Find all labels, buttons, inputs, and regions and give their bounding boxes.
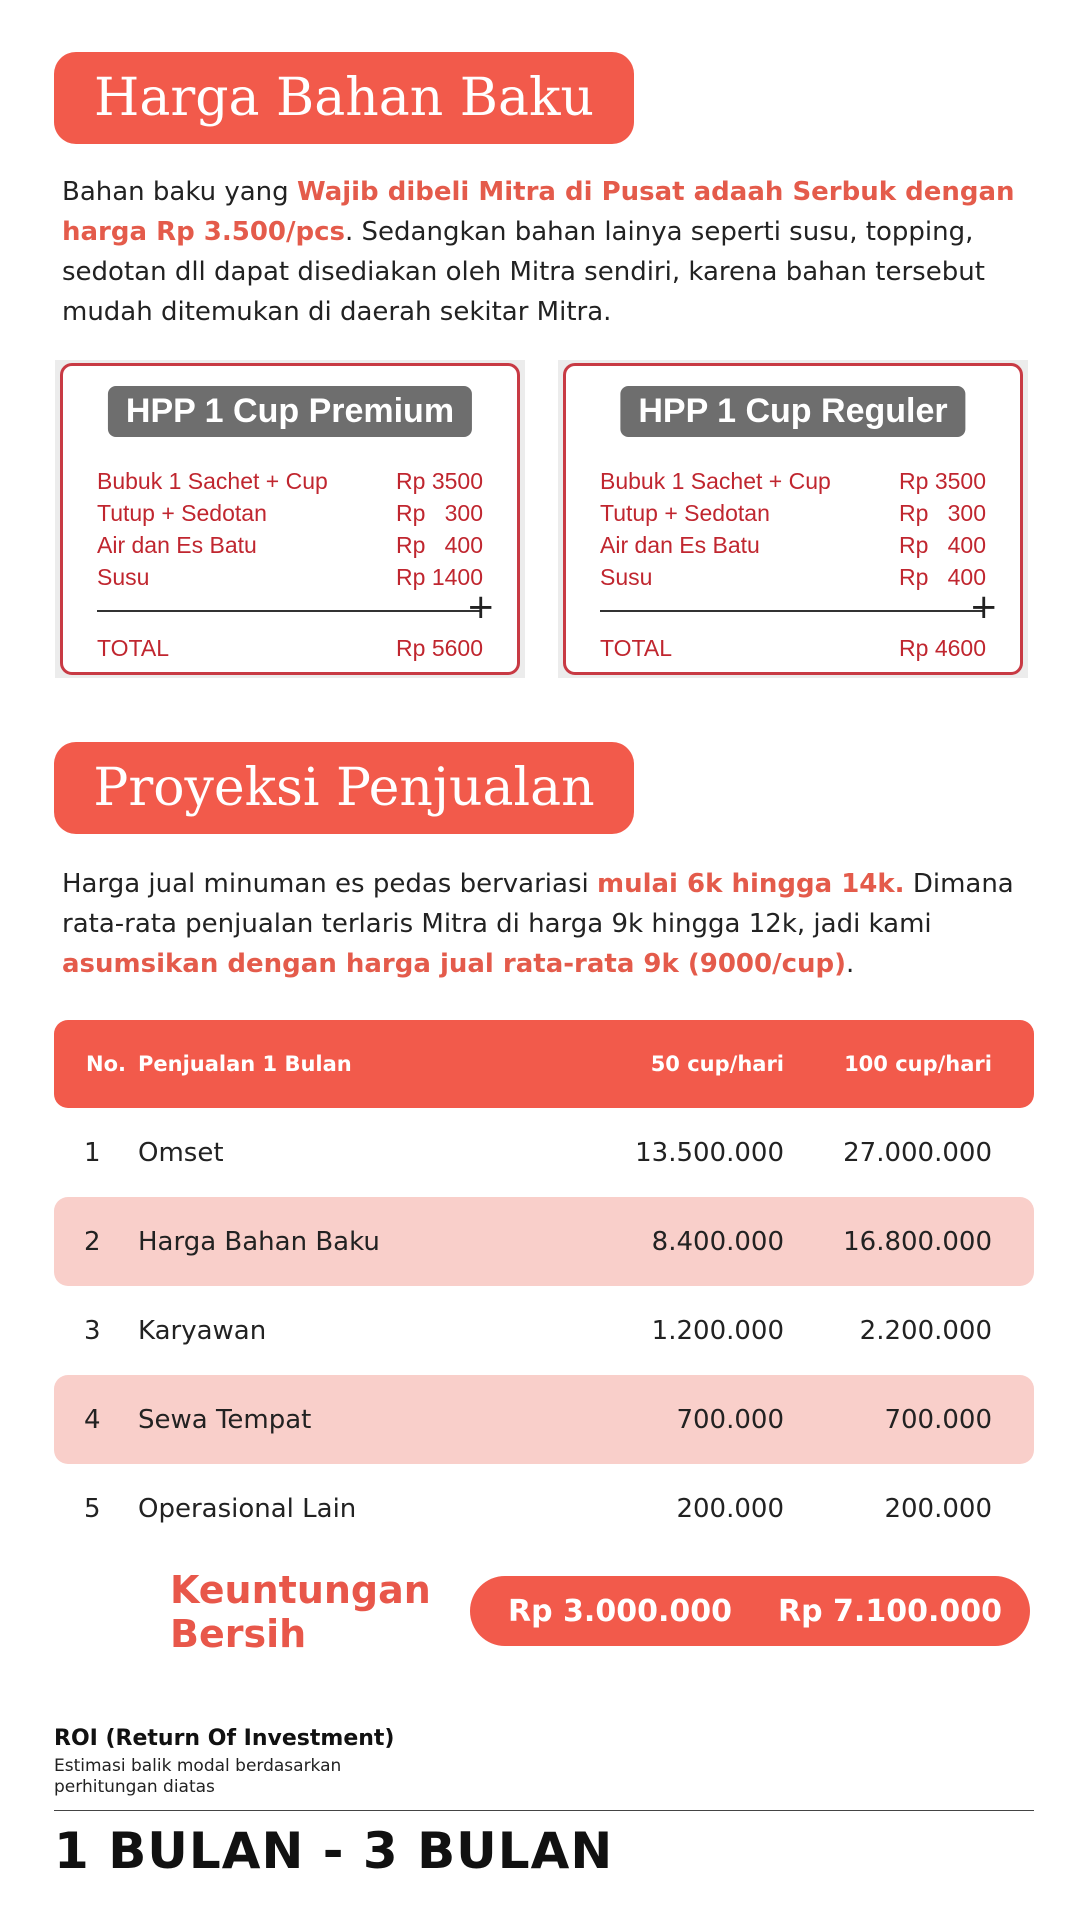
bahan-baku-paragraph bbox=[62, 172, 1022, 332]
cell-no: 4 bbox=[84, 1404, 101, 1435]
hpp-row bbox=[97, 497, 483, 529]
hpp-row-label: Air dan Es Batu bbox=[97, 532, 257, 558]
para-highlight: asumsikan dengan harga jual rata-rata 9k (9000/cup) bbox=[62, 949, 847, 979]
hpp-row-amount: Rp 3500 bbox=[396, 468, 483, 494]
cell-no: 2 bbox=[84, 1226, 101, 1257]
hpp-premium-card bbox=[55, 360, 525, 678]
header-100-cup: 100 cup/hari bbox=[844, 1052, 992, 1076]
hpp-total-label: TOTAL bbox=[97, 635, 169, 661]
table-row bbox=[54, 1464, 1034, 1553]
net-profit-label bbox=[170, 1568, 470, 1656]
hpp-total-amount: Rp 4600 bbox=[899, 635, 986, 661]
proyeksi-paragraph bbox=[62, 864, 1022, 984]
hpp-card-frame bbox=[563, 363, 1023, 675]
table-header bbox=[54, 1020, 1034, 1108]
hpp-reguler-rows bbox=[600, 465, 986, 593]
hpp-row-amount: Rp 400 bbox=[899, 564, 986, 590]
para-text: . bbox=[846, 949, 855, 979]
hpp-row-label: Bubuk 1 Sachet + Cup bbox=[97, 468, 328, 494]
roi-title: ROI (Return Of Investment) bbox=[54, 1726, 395, 1751]
para-text: Harga jual minuman es pedas bervariasi bbox=[62, 869, 597, 899]
cell-v2: 700.000 bbox=[884, 1404, 992, 1435]
para-text: . Sedangkan bahan lainya seperti susu, topping, sedotan dll dapat disediakan oleh Mitra sendiri, karena bahan tersebut mudah ditemukan di daerah sekitar Mitra. bbox=[62, 217, 985, 327]
net-profit-100-cup: Rp 7.100.000 bbox=[778, 1593, 1002, 1629]
net-profit-label-line: Keuntungan bbox=[170, 1568, 431, 1612]
para-text: Bahan baku yang bbox=[62, 177, 297, 207]
hpp-row-label: Susu bbox=[97, 564, 150, 590]
para-highlight: Wajib dibeli Mitra di Pusat adaah Serbuk dengan harga Rp 3.500/pcs bbox=[62, 177, 1015, 247]
hpp-total-row bbox=[600, 632, 986, 664]
hpp-row bbox=[600, 497, 986, 529]
hpp-card-frame bbox=[60, 363, 520, 675]
para-highlight: mulai 6k hingga 14k. bbox=[597, 869, 905, 899]
table-row bbox=[54, 1197, 1034, 1286]
hpp-row bbox=[97, 465, 483, 497]
hpp-row-amount: Rp 1400 bbox=[396, 564, 483, 590]
table-row bbox=[54, 1375, 1034, 1464]
hpp-premium-rows bbox=[97, 465, 483, 593]
roi-description: Estimasi balik modal berdasarkan perhitungan diatas bbox=[54, 1756, 342, 1797]
hpp-row-label: Tutup + Sedotan bbox=[600, 500, 770, 526]
cell-no: 3 bbox=[84, 1315, 101, 1346]
hpp-total-row bbox=[97, 632, 483, 664]
cell-v2: 200.000 bbox=[884, 1493, 992, 1524]
hpp-total-amount: Rp 5600 bbox=[396, 635, 483, 661]
hpp-premium-title: HPP 1 Cup Premium bbox=[108, 386, 472, 437]
hpp-reguler-card bbox=[558, 360, 1028, 678]
hpp-row-amount: Rp 400 bbox=[899, 532, 986, 558]
cell-name: Karyawan bbox=[138, 1315, 267, 1346]
cell-name: Omset bbox=[138, 1137, 224, 1168]
cell-no: 1 bbox=[84, 1137, 101, 1168]
cell-v1: 1.200.000 bbox=[651, 1315, 784, 1346]
hpp-row-amount: Rp 3500 bbox=[899, 468, 986, 494]
net-profit-label-line: Bersih bbox=[170, 1612, 307, 1656]
cell-name: Sewa Tempat bbox=[138, 1404, 312, 1435]
net-profit-50-cup: Rp 3.000.000 bbox=[508, 1593, 732, 1629]
section-title-harga-bahan-baku: Harga Bahan Baku bbox=[54, 52, 634, 144]
cell-v1: 8.400.000 bbox=[651, 1226, 784, 1257]
header-50-cup: 50 cup/hari bbox=[650, 1052, 784, 1076]
cell-name: Operasional Lain bbox=[138, 1493, 357, 1524]
cell-v2: 2.200.000 bbox=[859, 1315, 992, 1346]
cell-no: 5 bbox=[84, 1493, 101, 1524]
cell-name: Harga Bahan Baku bbox=[138, 1226, 380, 1257]
header-name: Penjualan 1 Bulan bbox=[138, 1052, 352, 1076]
hpp-row bbox=[97, 529, 483, 561]
sales-projection-table bbox=[54, 1020, 1034, 1553]
hpp-row bbox=[600, 529, 986, 561]
hpp-row-label: Tutup + Sedotan bbox=[97, 500, 267, 526]
roi-divider bbox=[54, 1810, 1034, 1811]
sum-divider bbox=[600, 610, 984, 612]
section-title-proyeksi-penjualan: Proyeksi Penjualan bbox=[54, 742, 634, 834]
hpp-total-label: TOTAL bbox=[600, 635, 672, 661]
plus-icon: + bbox=[466, 587, 495, 627]
net-profit-pill bbox=[470, 1576, 1030, 1646]
para-text: Dimana rata-rata penjualan terlaris Mitra di harga 9k hingga 12k, jadi kami bbox=[62, 869, 1014, 939]
hpp-row bbox=[97, 561, 483, 593]
cell-v2: 27.000.000 bbox=[843, 1137, 992, 1168]
cell-v2: 16.800.000 bbox=[843, 1226, 992, 1257]
hpp-row-amount: Rp 400 bbox=[396, 532, 483, 558]
cell-v1: 13.500.000 bbox=[635, 1137, 784, 1168]
hpp-row-label: Bubuk 1 Sachet + Cup bbox=[600, 468, 831, 494]
hpp-row-amount: Rp 300 bbox=[899, 500, 986, 526]
cell-v1: 200.000 bbox=[676, 1493, 784, 1524]
hpp-row-label: Air dan Es Batu bbox=[600, 532, 760, 558]
table-row bbox=[54, 1108, 1034, 1197]
table-row bbox=[54, 1286, 1034, 1375]
roi-value: 1 BULAN - 3 BULAN bbox=[54, 1822, 614, 1880]
hpp-row-amount: Rp 300 bbox=[396, 500, 483, 526]
sum-divider bbox=[97, 610, 481, 612]
hpp-row-label: Susu bbox=[600, 564, 653, 590]
hpp-row bbox=[600, 465, 986, 497]
plus-icon: + bbox=[969, 587, 998, 627]
header-no: No. bbox=[86, 1052, 126, 1076]
hpp-reguler-title: HPP 1 Cup Reguler bbox=[620, 386, 965, 437]
cell-v1: 700.000 bbox=[676, 1404, 784, 1435]
hpp-row bbox=[600, 561, 986, 593]
